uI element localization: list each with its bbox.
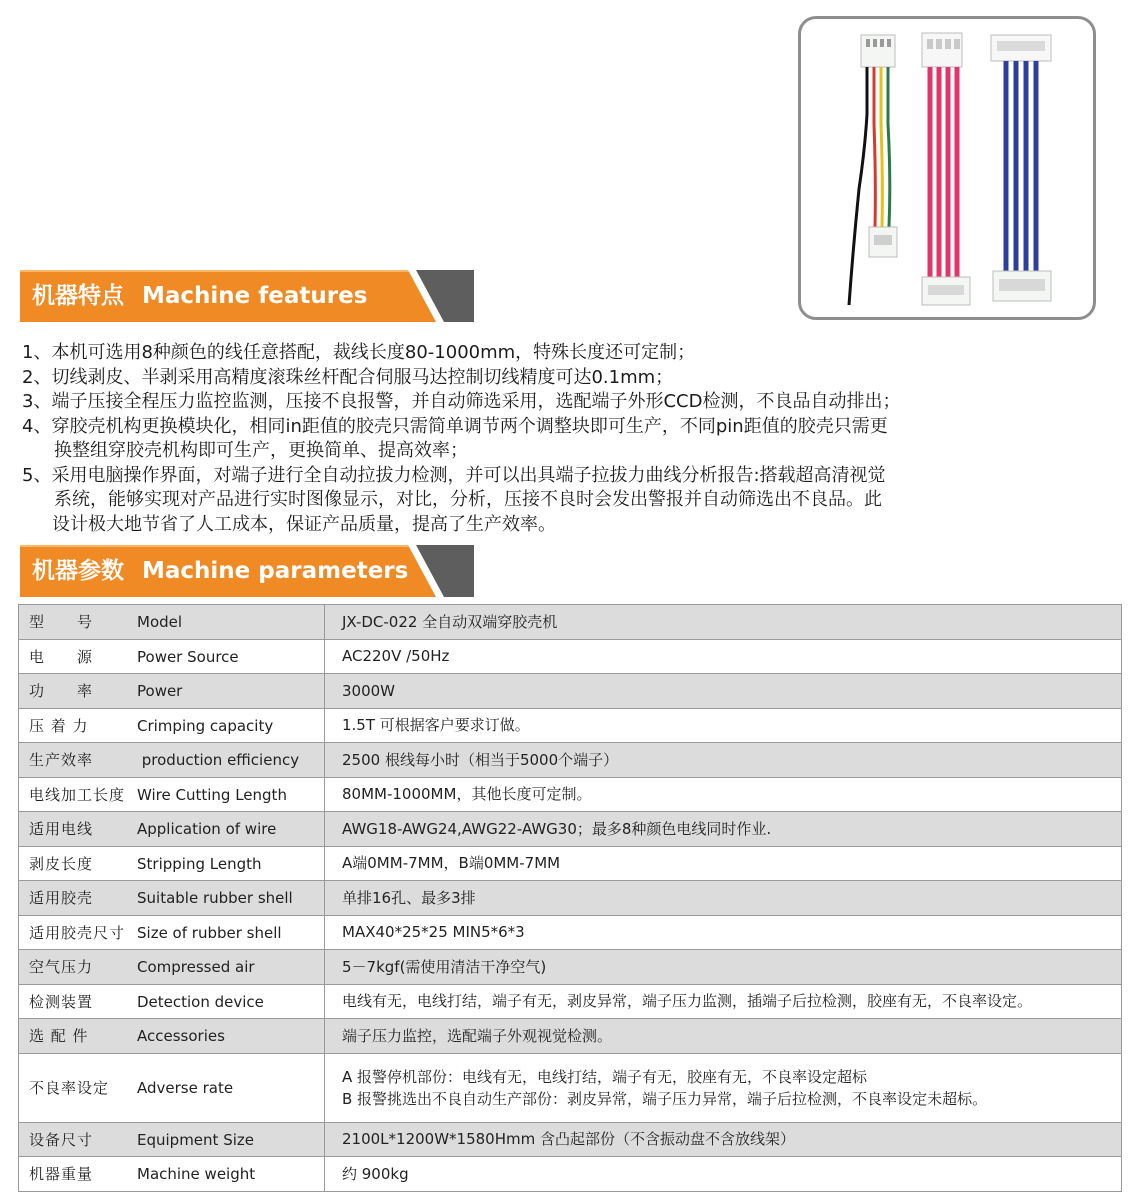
param-name-en: Crimping capacity <box>137 716 274 735</box>
param-name-zh: 适用胶壳 <box>29 889 94 908</box>
table-row <box>19 639 1122 674</box>
table-row <box>19 1019 1122 1054</box>
wire-harness-illustration <box>801 19 1093 317</box>
param-name-en: Suitable rubber shell <box>137 889 293 908</box>
param-name-cell <box>19 1053 325 1122</box>
parameters-title-en: Machine parameters <box>142 558 409 584</box>
param-name-en: Equipment Size <box>137 1130 254 1149</box>
param-name-en: production efficiency <box>137 751 300 770</box>
param-value-line: A端0MM-7MM，B端0MM-7MM <box>342 854 561 873</box>
table-row <box>19 915 1122 950</box>
param-name-cell <box>19 915 325 950</box>
param-value-cell <box>325 777 1122 812</box>
parameters-table <box>18 604 1122 1192</box>
features-title <box>32 270 367 322</box>
feature-item-3: 3、端子压接全程压力监控监测，压接不良报警，并自动筛选采用，选配端子外形CCD检测，不良品自动排出； <box>22 391 901 412</box>
param-name-zh: 功 率 <box>29 682 94 701</box>
param-name-cell <box>19 812 325 847</box>
param-name-en: Wire Cutting Length <box>137 785 287 804</box>
feature-item-1: 1、本机可选用8种颜色的线任意搭配，裁线长度80-1000mm，特殊长度还可定制； <box>22 342 696 363</box>
param-name-cell <box>19 984 325 1019</box>
param-name-en: Adverse rate <box>137 1079 234 1097</box>
table-row <box>19 743 1122 778</box>
param-name-zh: 设备尺寸 <box>29 1130 94 1149</box>
param-name-cell <box>19 1019 325 1054</box>
parameters-section-header <box>20 545 460 597</box>
param-name-zh: 适用电线 <box>29 820 94 839</box>
param-value-line: JX-DC-022 全自动双端穿胶壳机 <box>342 612 558 631</box>
table-row <box>19 812 1122 847</box>
param-name-cell <box>19 674 325 709</box>
param-value-cell <box>325 984 1122 1019</box>
param-value-line: 端子压力监控，选配端子外观视觉检测。 <box>342 1026 613 1045</box>
param-value-line: 2500 根线每小时（相当于5000个端子） <box>342 750 619 769</box>
param-value-line: MAX40*25*25 MIN5*6*3 <box>342 923 525 942</box>
table-row <box>19 1157 1122 1192</box>
param-name-en: Power <box>137 682 183 701</box>
wire-harness-4-color-icon <box>849 35 897 305</box>
param-name-en: Accessories <box>137 1027 225 1046</box>
param-value-cell <box>325 743 1122 778</box>
wire-harness-red-icon <box>922 33 970 305</box>
param-name-cell <box>19 605 325 640</box>
param-name-cell <box>19 1122 325 1157</box>
feature-item-5: 5、采用电脑操作界面，对端子进行全自动拉拔力检测，并可以出具端子拉拔力曲线分析报告:搭载超高清视觉 <box>22 464 886 486</box>
param-name-cell <box>19 639 325 674</box>
table-row <box>19 984 1122 1019</box>
table-row <box>19 605 1122 640</box>
param-value-line: 电线有无，电线打结，端子有无，剥皮异常，端子压力监测，插端子后拉检测，胶座有无，不良率设定。 <box>342 992 1033 1011</box>
param-value-cell <box>325 605 1122 640</box>
param-value-cell <box>325 812 1122 847</box>
table-row <box>19 950 1122 985</box>
param-name-zh: 空气压力 <box>29 958 94 977</box>
param-name-zh: 剥皮长度 <box>29 854 94 873</box>
param-name-en: Machine weight <box>137 1165 256 1184</box>
param-value-cell <box>325 881 1122 916</box>
param-name-zh: 不良率设定 <box>29 1079 110 1097</box>
table-row <box>19 708 1122 743</box>
wire-harness-blue-icon <box>991 35 1051 301</box>
param-name-en: Power Source <box>137 647 239 666</box>
product-photo <box>798 16 1096 320</box>
param-name-zh: 电线加工长度 <box>29 785 126 804</box>
param-name-cell <box>19 743 325 778</box>
param-value-cell <box>325 1019 1122 1054</box>
param-value-line: B 报警挑选出不良自动生产部份：剥皮异常，端子压力异常，端子后拉检测，不良率设定未超标。 <box>342 1089 988 1108</box>
param-value-line: 单排16孔、最多3排 <box>342 888 476 907</box>
features-title-zh: 机器特点 <box>32 283 124 309</box>
param-name-zh: 适用胶壳尺寸 <box>29 923 126 942</box>
param-name-en: Stripping Length <box>137 854 262 873</box>
param-name-zh: 检测装置 <box>29 992 94 1011</box>
param-value-line: 2100L*1200W*1580Hmm 含凸起部份（不含振动盘不含放线架） <box>342 1130 795 1149</box>
table-row <box>19 846 1122 881</box>
feature-item-5-cont-2: 设计极大地节省了人工成本，保证产品质量，提高了生产效率。 <box>52 513 556 535</box>
parameters-title-zh: 机器参数 <box>32 558 124 584</box>
param-value-line: 5－7kgf(需使用清洁干净空气) <box>342 957 547 976</box>
param-name-zh: 生产效率 <box>29 751 94 770</box>
param-name-zh: 电 源 <box>29 647 94 666</box>
param-value-line: 1.5T 可根据客户要求订做。 <box>342 716 530 735</box>
feature-item-4: 4、穿胶壳机构更换模块化，相同in距值的胶壳只需简单调节两个调整块即可生产，不同pin距值的胶壳只需更 <box>22 415 888 437</box>
features-section-header <box>20 270 460 322</box>
table-row <box>19 777 1122 812</box>
table-row <box>19 1122 1122 1157</box>
param-name-cell <box>19 950 325 985</box>
param-name-cell <box>19 1157 325 1192</box>
param-value-cell <box>325 639 1122 674</box>
param-value-line: A 报警停机部份：电线有无，电线打结，端子有无，胶座有无，不良率设定超标 <box>342 1067 868 1086</box>
feature-item-5-cont-1: 系统，能够实现对产品进行实时图像显示，对比，分析，压接不良时会发出警报并自动筛选出不良品。此 <box>54 489 882 510</box>
param-value-cell <box>325 846 1122 881</box>
param-name-zh: 选 配 件 <box>29 1027 89 1046</box>
param-value-cell <box>325 1122 1122 1157</box>
parameters-title <box>32 545 408 597</box>
param-value-line: AWG18-AWG24,AWG22-AWG30；最多8种颜色电线同时作业. <box>342 819 772 838</box>
feature-item-2: 2、切线剥皮、半剥采用高精度滚珠丝杆配合伺服马达控制切线精度可达0.1mm； <box>22 366 674 388</box>
table-row <box>19 881 1122 916</box>
param-value-cell <box>325 950 1122 985</box>
param-name-en: Model <box>137 613 183 632</box>
param-value-cell <box>325 1157 1122 1192</box>
param-value-cell <box>325 1053 1122 1122</box>
param-value-cell <box>325 708 1122 743</box>
feature-item-4-cont: 换整组穿胶壳机构即可生产，更换简单、提高效率； <box>54 440 468 461</box>
param-value-line: AC220V /50Hz <box>342 647 450 666</box>
param-value-line: 80MM-1000MM，其他长度可定制。 <box>342 785 592 804</box>
param-value-line: 约 900kg <box>342 1164 409 1183</box>
param-name-en: Application of wire <box>137 820 277 839</box>
param-name-en: Size of rubber shell <box>137 923 282 942</box>
features-list <box>22 341 1122 537</box>
param-value-cell <box>325 915 1122 950</box>
param-name-cell <box>19 881 325 916</box>
param-name-cell <box>19 846 325 881</box>
param-name-cell <box>19 777 325 812</box>
param-name-en: Detection device <box>137 992 264 1011</box>
table-row <box>19 1053 1122 1122</box>
param-name-zh: 压 着 力 <box>29 716 89 735</box>
param-name-zh: 型 号 <box>29 613 94 632</box>
table-row <box>19 674 1122 709</box>
param-name-zh: 机器重量 <box>29 1165 94 1184</box>
param-name-cell <box>19 708 325 743</box>
param-value-line: 3000W <box>342 681 396 700</box>
features-title-en: Machine features <box>142 283 368 309</box>
param-name-en: Compressed air <box>137 958 255 977</box>
param-value-cell <box>325 674 1122 709</box>
